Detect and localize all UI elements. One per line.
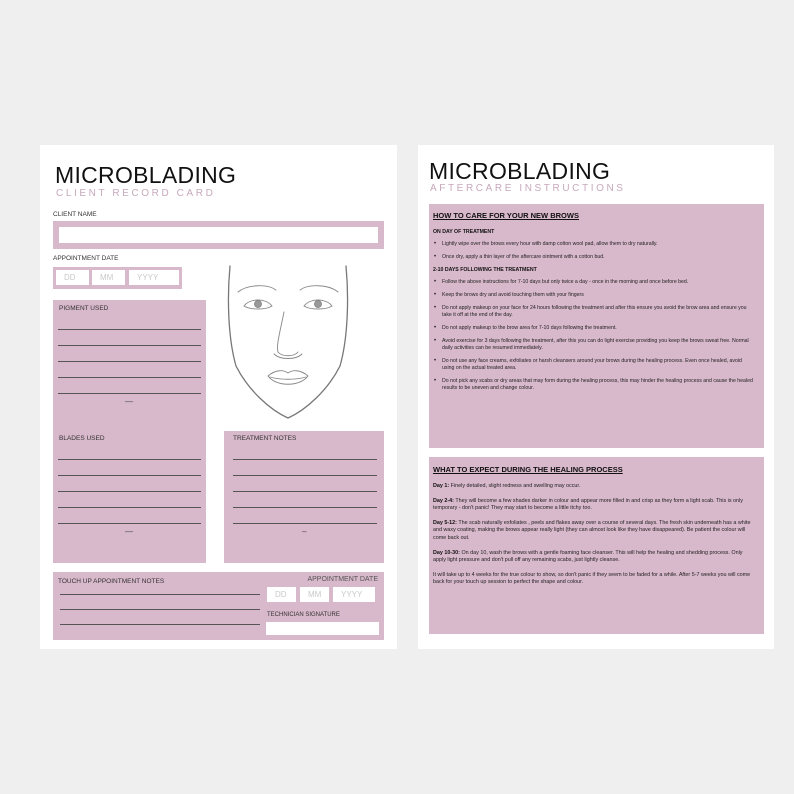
list-item: • Once dry, apply a thin layer of the aftercare ointment with a cotton bud. [433, 254, 755, 261]
list-item: • Follow the above instructions for 7-10 days but only twice a day - once in the morning and once before bed. [433, 279, 755, 286]
client-record-card-page [40, 145, 397, 649]
touch-up-line[interactable] [60, 624, 260, 625]
face-outline-illustration [218, 258, 362, 424]
healing-day-entry [433, 550, 755, 565]
pigment-line[interactable] [58, 393, 201, 394]
list-item: • Do not apply makeup on your face for 24 hours following the treatment and after this ensure you avoid the brow area and ensure you take it off at the end of the day. [433, 305, 755, 319]
list-item: • Do not apply makeup to the brow area for 7-10 days following the treatment. [433, 325, 755, 332]
record-card-title: MICROBLADING [55, 162, 237, 188]
pigment-line[interactable] [58, 329, 201, 330]
touch-up-date-label: APPOINTMENT DATE [307, 576, 378, 583]
pigment-line[interactable] [58, 361, 201, 362]
touch-up-year-field[interactable]: YYYY [333, 587, 375, 602]
list-item: • Do not pick any scabs or dry areas that may form during the healing process, this may hinder the healing process and cause the healed results to be uneven and change colour. [433, 378, 755, 392]
healing-day-entry [433, 483, 755, 491]
appointment-date-label: APPOINTMENT DATE [53, 255, 119, 262]
day-of-list [433, 241, 755, 261]
day-label: Day 5-12: [433, 519, 457, 526]
record-card-subtitle: CLIENT RECORD CARD [56, 188, 216, 199]
touch-up-line[interactable] [60, 609, 260, 610]
closing-text: It will take up to 4 weeks for the true colour to show, so don't panic if they seem to be faded for a while. After 5-7 weeks you will come back for your touch up session to perfect the shape and colour. [433, 571, 751, 586]
client-name-field[interactable] [59, 227, 378, 243]
blades-used-label: BLADES USED [59, 435, 105, 442]
touch-up-day-field[interactable]: DD [267, 587, 296, 602]
appointment-year-field[interactable]: YYYY [129, 270, 179, 285]
client-name-section [53, 221, 384, 249]
treatment-line[interactable] [233, 491, 377, 492]
day-text: The scab naturally exfoliates , peels and flakes away over a course of several days. The fresh skin underneath has a white and waxy coating, making the brows appear really light (they can almost look like they have disappeared). Be patient the colour will come back out. [433, 519, 751, 541]
pigment-line[interactable] [58, 377, 201, 378]
blades-line[interactable] [58, 523, 201, 524]
touch-up-notes-label: TOUCH UP APPOINTMENT NOTES [58, 578, 165, 585]
care-heading: HOW TO CARE FOR YOUR NEW BROWS [433, 211, 579, 220]
client-name-label: CLIENT NAME [53, 211, 97, 218]
following-list [433, 279, 755, 392]
healing-day-entry [433, 520, 755, 543]
blades-separator: — [125, 527, 133, 536]
blades-line[interactable] [58, 475, 201, 476]
technician-signature-field[interactable] [266, 622, 379, 635]
healing-day-entry [433, 498, 755, 513]
day-text: On day 10, wash the brows with a gentle foaming face cleanser. This will help the healing and shedding process. Only apply light pressure and don't pull off any remaining scabs, just lightly cleanse. [433, 549, 743, 564]
treatment-line[interactable] [233, 475, 377, 476]
expect-heading: WHAT TO EXPECT DURING THE HEALING PROCESS [433, 465, 623, 474]
treatment-line[interactable] [233, 459, 377, 460]
pigment-used-label: PIGMENT USED [59, 305, 109, 312]
treatment-notes-section [224, 431, 384, 563]
technician-signature-label: TECHNICIAN SIGNATURE [267, 612, 340, 618]
care-instructions-box [429, 204, 764, 448]
touch-up-line[interactable] [60, 594, 260, 595]
blades-line[interactable] [58, 459, 201, 460]
pigment-blades-section [53, 300, 206, 563]
day-text: Finely detailed, slight redness and swelling may occur. [449, 483, 581, 489]
treatment-line[interactable] [233, 507, 377, 508]
list-item: • Avoid exercise for 3 days following the treatment, after this you can do light exercise providing you keep the brows sweat free. Normal daily activities can be resumed immediately. [433, 338, 755, 352]
appointment-month-field[interactable]: MM [92, 270, 125, 285]
blades-line[interactable] [58, 507, 201, 508]
aftercare-subtitle: AFTERCARE INSTRUCTIONS [430, 183, 626, 194]
following-heading: 2-10 DAYS FOLLOWING THE TREATMENT [433, 267, 537, 273]
treatment-line[interactable] [233, 523, 377, 524]
list-item: • Keep the brows dry and avoid touching them with your fingers [433, 292, 755, 299]
appointment-day-field[interactable]: DD [56, 270, 89, 285]
day-label: Day 10-30: [433, 549, 460, 556]
blades-line[interactable] [58, 491, 201, 492]
day-of-heading: ON DAY OF TREATMENT [433, 229, 495, 235]
appointment-date-section [53, 267, 182, 289]
aftercare-instructions-page [418, 145, 774, 649]
list-item: • Do not use any face creams, exfoliates or harsh cleansers around your brows during the healing process. Even once healed, avoid using on the actual treated area. [433, 358, 755, 372]
day-label: Day 2-4: [433, 497, 454, 504]
treatment-notes-label: TREATMENT NOTES [233, 435, 297, 442]
touch-up-month-field[interactable]: MM [300, 587, 329, 602]
treatment-separator: – [302, 527, 307, 536]
day-text: They will become a few shades darker in colour and appear more filled in and crisp as they form a light scab. This is only temporary - don't panic! They may start to become a little itchy too. [433, 497, 743, 512]
aftercare-title: MICROBLADING [429, 158, 611, 184]
day-label: Day 1: [433, 483, 450, 489]
healing-process-box [429, 457, 764, 634]
touch-up-section [53, 572, 384, 640]
pigment-line[interactable] [58, 345, 201, 346]
pigment-separator: — [125, 397, 133, 406]
list-item: • Lightly wipe over the brows every hour with damp cotton wool pad, allow them to dry naturally. [433, 241, 755, 248]
